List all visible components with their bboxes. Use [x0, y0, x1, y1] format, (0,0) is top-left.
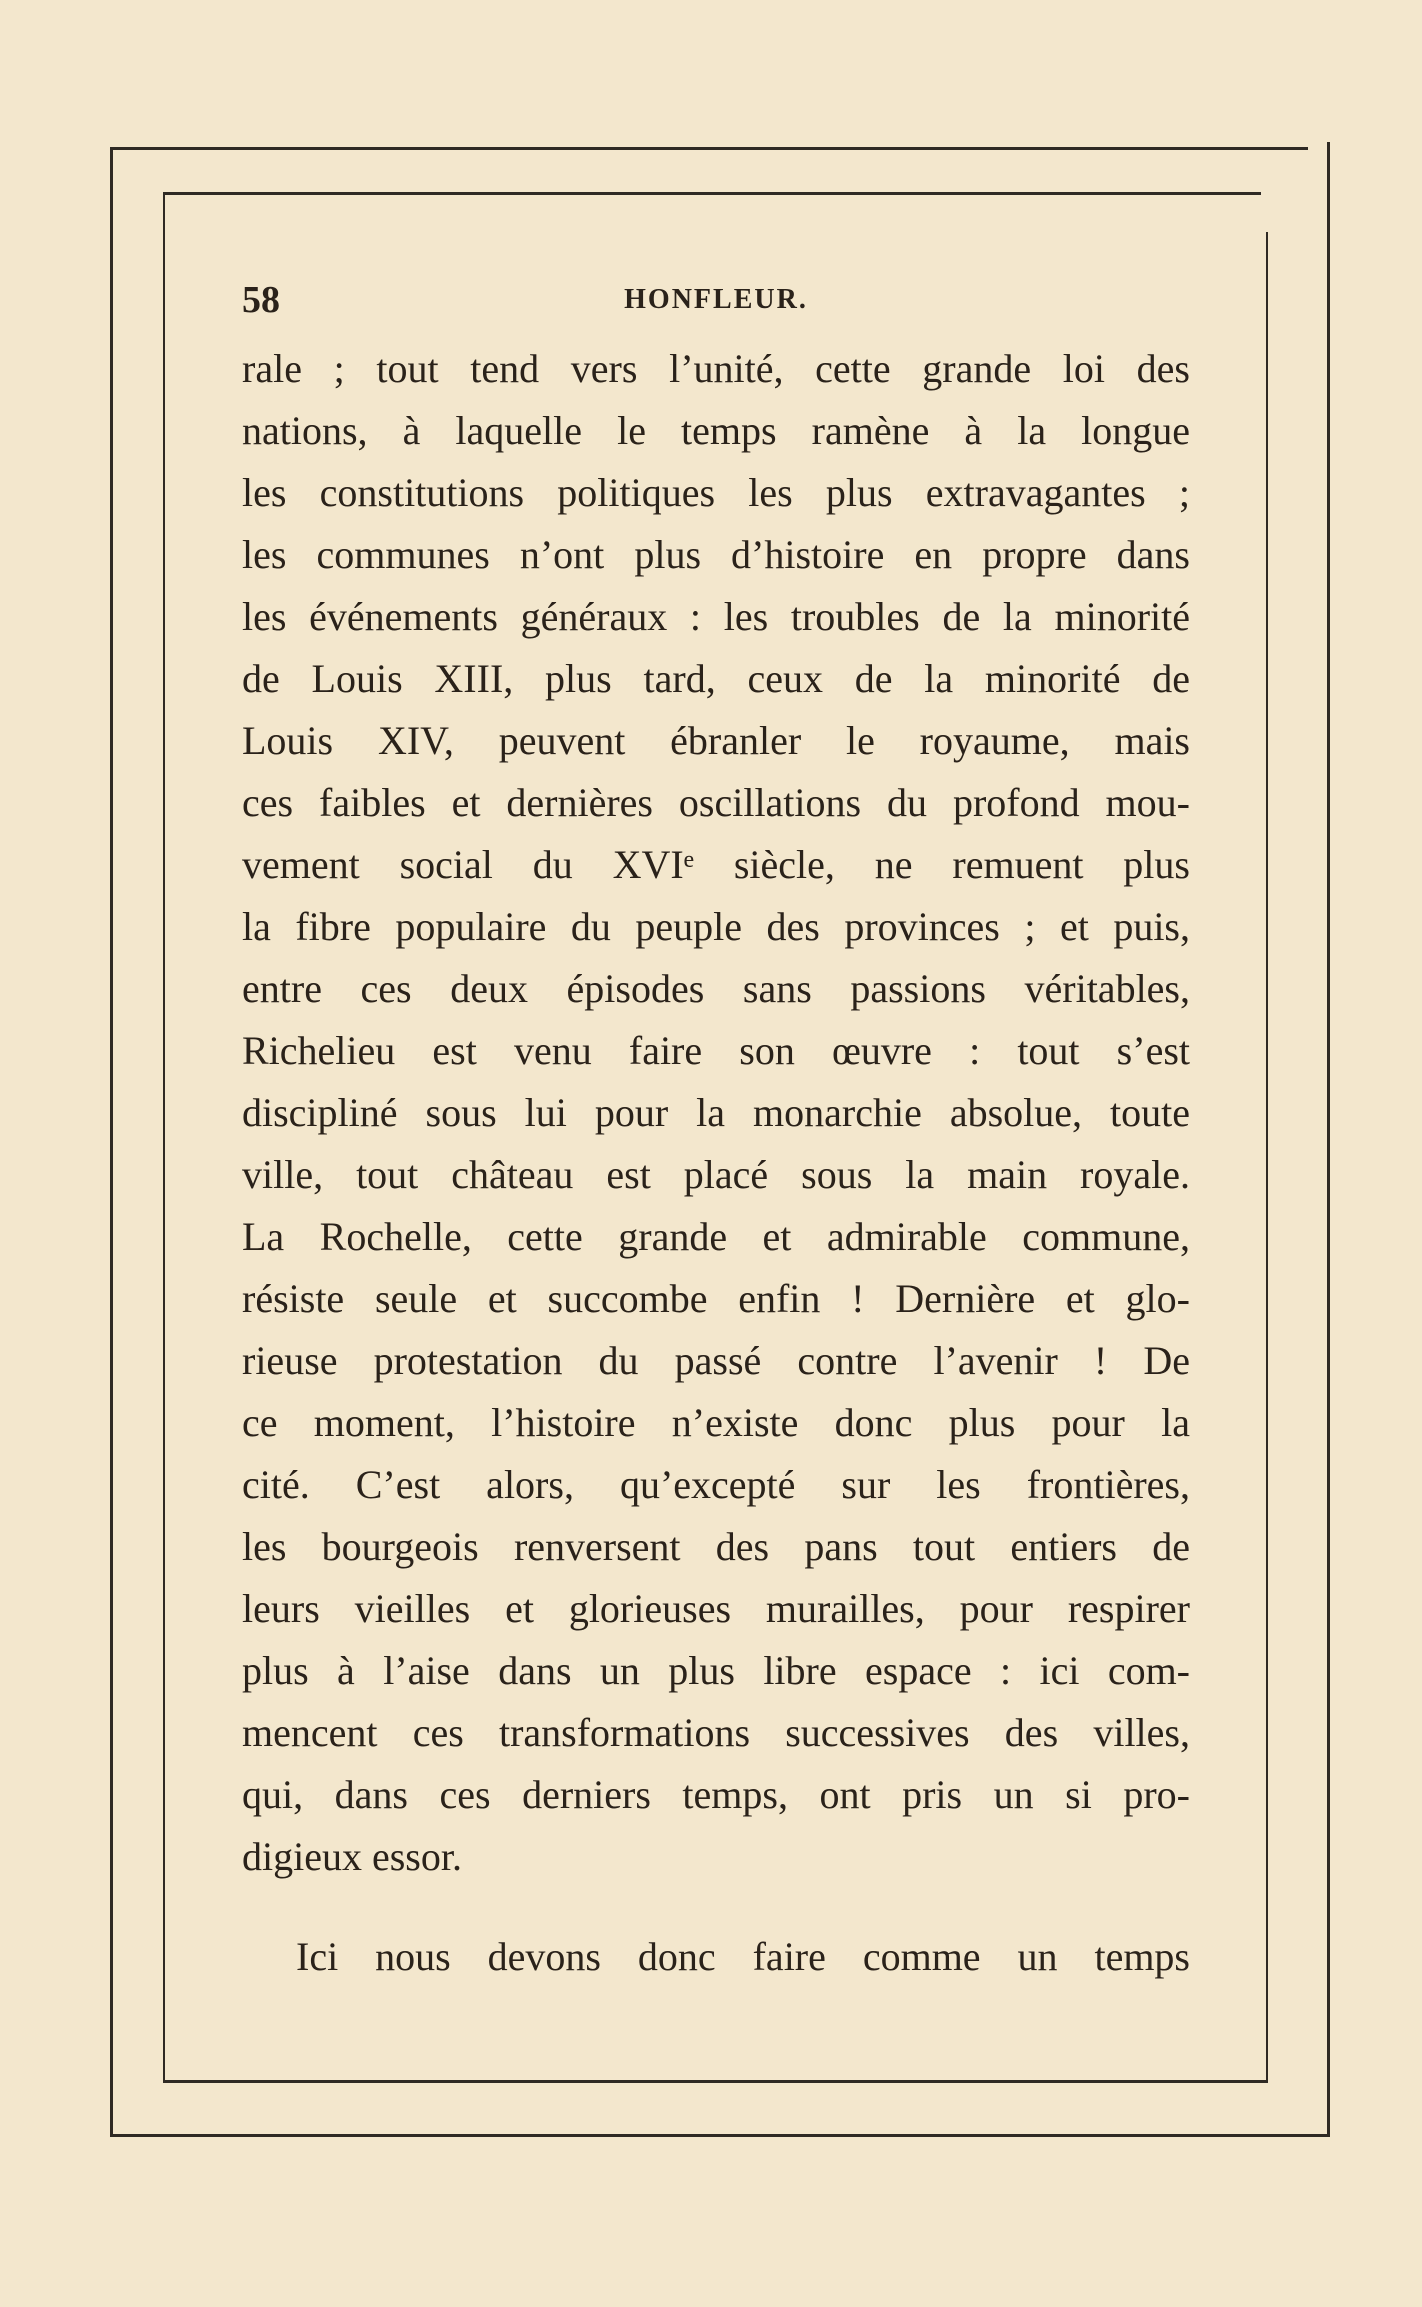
text-line: Ici nous devons donc faire comme un temps	[296, 1934, 1190, 1979]
text-line: leurs vieilles et glorieuses murailles, pour respirer	[242, 1586, 1190, 1631]
text-line: ce moment, l’histoire n’existe donc plus pour la	[242, 1400, 1190, 1445]
text-line: les constitutions politiques les plus extravagantes ;	[242, 470, 1190, 515]
page-number: 58	[242, 279, 280, 321]
text-line: qui, dans ces derniers temps, ont pris un si pro-	[242, 1772, 1190, 1817]
outer-frame-right-rule	[1327, 142, 1330, 2137]
text-line: entre ces deux épisodes sans passions véritables,	[242, 966, 1190, 1011]
inner-frame-left-rule	[163, 192, 165, 2082]
text-line: mencent ces transformations successives des villes,	[242, 1710, 1190, 1755]
paragraph-2	[242, 1926, 1190, 1988]
page-text	[242, 270, 1190, 1988]
inner-frame-right-rule	[1266, 232, 1268, 2082]
text-line: Richelieu est venu faire son œuvre : tout s’est	[242, 1028, 1190, 1073]
text-line: nations, à laquelle le temps ramène à la longue	[242, 408, 1190, 453]
text-line: plus à l’aise dans un plus libre espace : ici com-	[242, 1648, 1190, 1693]
paragraph-1	[242, 338, 1190, 1888]
outer-frame-top-rule	[112, 147, 1308, 150]
text-line: vement social du XVIᵉ siècle, ne remuent plus	[242, 842, 1190, 887]
inner-frame-top-rule	[163, 192, 1261, 195]
text-line: rieuse protestation du passé contre l’avenir ! De	[242, 1338, 1190, 1383]
text-line: cité. C’est alors, qu’excepté sur les frontières,	[242, 1462, 1190, 1507]
text-line: les événements généraux : les troubles de la minorité	[242, 594, 1190, 639]
text-line: rale ; tout tend vers l’unité, cette grande loi des	[242, 346, 1190, 391]
text-line: ces faibles et dernières oscillations du profond mou-	[242, 780, 1190, 825]
text-line: Louis XIV, peuvent ébranler le royaume, mais	[242, 718, 1190, 763]
text-line: les bourgeois renversent des pans tout entiers de	[242, 1524, 1190, 1569]
text-line: discipliné sous lui pour la monarchie absolue, toute	[242, 1090, 1190, 1135]
running-title: HONFLEUR.	[624, 284, 808, 315]
text-line: La Rochelle, cette grande et admirable commune,	[242, 1214, 1190, 1259]
text-line: digieux essor.	[242, 1834, 462, 1879]
outer-frame-bottom-rule	[112, 2134, 1330, 2137]
running-head	[242, 270, 1190, 330]
outer-frame-left-rule	[110, 147, 113, 2137]
text-line: les communes n’ont plus d’histoire en propre dans	[242, 532, 1190, 577]
text-line: ville, tout château est placé sous la main royale.	[242, 1152, 1190, 1197]
text-line: de Louis XIII, plus tard, ceux de la minorité de	[242, 656, 1190, 701]
inner-frame-bottom-rule	[163, 2080, 1268, 2083]
text-line: résiste seule et succombe enfin ! Dernière et glo-	[242, 1276, 1190, 1321]
text-line: la fibre populaire du peuple des provinces ; et puis,	[242, 904, 1190, 949]
